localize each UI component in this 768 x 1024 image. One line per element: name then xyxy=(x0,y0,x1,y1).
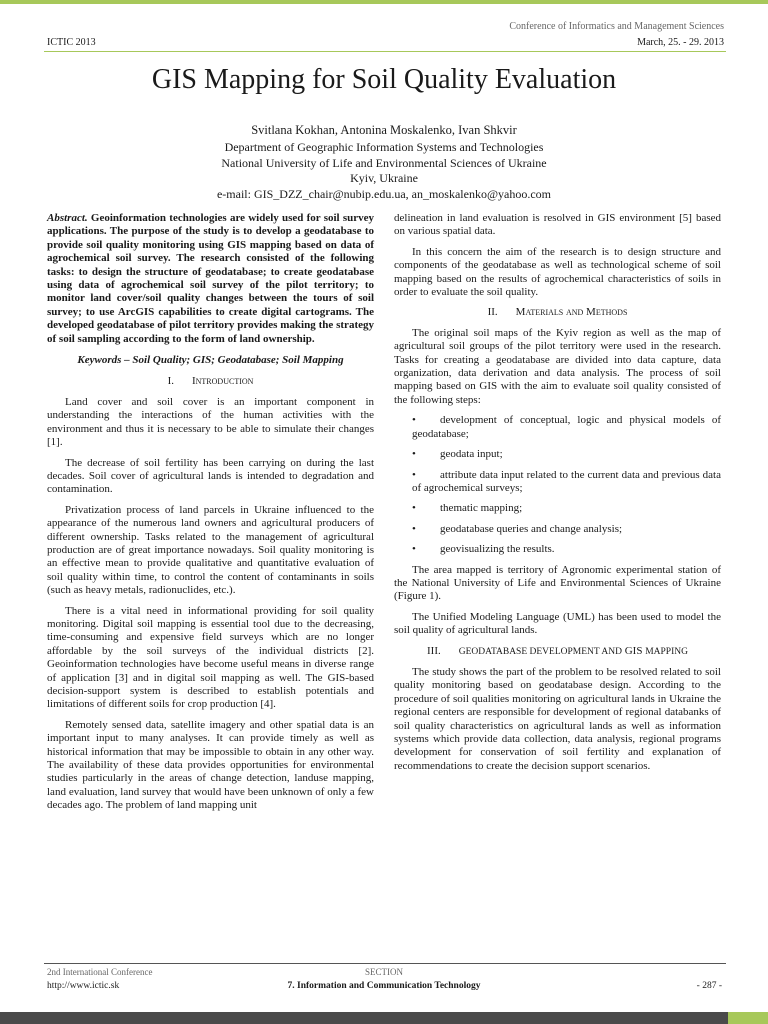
paragraph-continued: delineation in land evaluation is resolved in GIS environment [5] based on various spatial data. xyxy=(394,212,721,238)
abstract xyxy=(47,212,374,346)
list-item: • geodata input; xyxy=(412,448,503,461)
list-item: • attribute data input related to the current data and previous data of agrochemical surveys; xyxy=(412,468,721,494)
affiliation-city: Kyiv, Ukraine xyxy=(350,171,418,185)
section-heading-materials: II. Materials and Methods xyxy=(487,306,628,319)
paper-authors: Svitlana Kokhan, Antonina Moskalenko, Ivan Shkvir xyxy=(251,123,517,137)
paper-title: GIS Mapping for Soil Quality Evaluation xyxy=(151,64,617,95)
affiliation-department: Department of Geographic Information Systems and Technologies xyxy=(224,140,544,154)
paragraph: There is a vital need in informational providing for soil quality monitoring. Digital soil mapping is essential tool due to the decreasing, time-consuming and expensive field surveys which are no longer affordable by the soil surveys of the individual districts [2]. Geoinformation technologies have become useful means in diverse range of application [3] and in digital soil mapping as well. The GIS-based decision-support system is described to establish potentials and limitations of different soils for crop production [4]. xyxy=(47,604,374,711)
abstract-text: Geoinformation technologies are widely used for soil survey applications. The purpose of the study is to develop a geodatabase to provide soil quality monitoring using GIS mapping based on data of agrochemical soil survey. The research consisted of the following tasks: to design the structure of geodatabase; to create geodatabase using data of agrochemical soil survey of the pilot territory; to monitor land cover/soil quality changes between the tours of soil survey; to use ArcGIS capabilities to create digital cartograms. The developed geodatabase of pilot territory provides making the strategy of soil sampling according to the form of land ownership. xyxy=(47,212,374,345)
header-dates: March, 25. - 29. 2013 xyxy=(637,37,724,48)
bottom-accent-band xyxy=(728,1012,768,1024)
list-item: • geodatabase queries and change analysis; xyxy=(412,522,623,535)
header-rule xyxy=(44,51,726,52)
list-item: • thematic mapping; xyxy=(412,502,523,515)
right-column xyxy=(394,212,721,780)
list-item: • geovisualizing the results. xyxy=(412,543,555,556)
paragraph-aim: In this concern the aim of the research is to design structure and components of the geodatabase as well as technological scheme of soil mapping based on the results of agrochemical characteristics of soils in order to evaluate the soil quality. xyxy=(394,245,721,299)
bullet-icon: • xyxy=(412,468,416,481)
paragraph-area: The area mapped is territory of Agronomic experimental station of the National University of Life and Environmental Sciences of Ukraine (Figure 1). xyxy=(394,563,721,603)
paragraph: The decrease of soil fertility has been carrying on during the last decades. Soil cover of agricultural lands is intended to degradation and contamination. xyxy=(47,456,374,496)
list-item: • development of conceptual, logic and physical models of geodatabase; xyxy=(412,414,721,440)
paragraph-uml: The Unified Modeling Language (UML) has been used to model the soil quality of agricultural lands. xyxy=(394,610,721,637)
section-heading-introduction: I. Introduction xyxy=(167,375,254,388)
bullet-icon: • xyxy=(412,448,416,461)
paragraph-methods: The original soil maps of the Kyiv region as well as the map of agricultural soil groups of the pilot territory were used in the research. Tasks for creating a geodatabase are divided into data capture, data organization, data derivation and data analysis. The process of soil mapping based on GIS with the aim to evaluate soil quality consisted of the following steps: xyxy=(394,326,721,406)
paragraph: Land cover and soil cover is an important component in understanding the interactions of the human activities with the environment and thus it is necessary to be able to simulate their changes [1]. xyxy=(47,395,374,449)
conference-name: Conference of Informatics and Management Sciences xyxy=(509,21,724,32)
bullet-icon: • xyxy=(412,502,416,515)
footer-section-name: 7. Information and Communication Technology xyxy=(287,981,481,991)
bullet-icon: • xyxy=(412,543,416,556)
bullet-icon: • xyxy=(412,522,416,535)
footer-section-label: SECTION xyxy=(365,967,403,977)
page-number: - 287 - xyxy=(696,981,722,991)
paragraph: Privatization process of land parcels in Ukraine influenced to the appearance of the numerous land owners and agricultural producers of different ownership. Tasks related to the management of agricultural production are of great importance nowadays. Soil quality monitoring is an effective mean to provide qualitative and quantitative evaluation of soil quality within time, to control the content of contaminants in soils (such as heavy metals, radionuclides, etc.). xyxy=(47,503,374,597)
paragraph: Remotely sensed data, satellite imagery and other spatial data is an important input to many analyses. It can provide timely as well as historical information that may be impossible to obtain in any other way. The availability of these data provides opportunities for environmental studies particularly in the areas of change detection, landuse mapping, land evaluation, land survey that would have been unknown of only a few decades ago. The problem of land mapping unit xyxy=(47,718,374,812)
top-accent-band xyxy=(0,0,768,4)
steps-list xyxy=(394,414,721,556)
section-heading-geodatabase: III. GEODATABASE DEVELOPMENT AND GIS MAPPING xyxy=(427,644,688,657)
paragraph-study: The study shows the part of the problem to be resolved related to soil quality monitoring based on geodatabase design. According to the procedure of soil qualities monitoring on agricultural lands in Ukraine the regional centers are responsible for development of regional databanks of soil quality characteristics on agricultural lands as well as information systems which provide data collection, data analysis, regional programs development for conservation of soil fertility and explanation of recommendations to create the decision support scenarios. xyxy=(394,665,721,772)
footer-url-link[interactable]: http://www.ictic.sk xyxy=(47,981,120,991)
affiliation-email[interactable]: e-mail: GIS_DZZ_chair@nubip.edu.ua, an_moskalenko@yahoo.com xyxy=(216,186,552,201)
affiliation-block xyxy=(0,140,768,202)
footer-rule xyxy=(44,963,726,964)
keywords: Keywords – Soil Quality; GIS; Geodatabase; Soil Mapping xyxy=(77,354,344,367)
affiliation-university: National University of Life and Environmental Sciences of Ukraine xyxy=(221,155,547,170)
bottom-dark-band xyxy=(0,1012,768,1024)
left-column xyxy=(47,212,374,820)
footer-conference: 2nd International Conference xyxy=(47,967,153,977)
bullet-icon: • xyxy=(412,414,416,427)
header-acronym: ICTIC 2013 xyxy=(47,37,96,48)
abstract-label: Abstract. xyxy=(47,212,88,224)
